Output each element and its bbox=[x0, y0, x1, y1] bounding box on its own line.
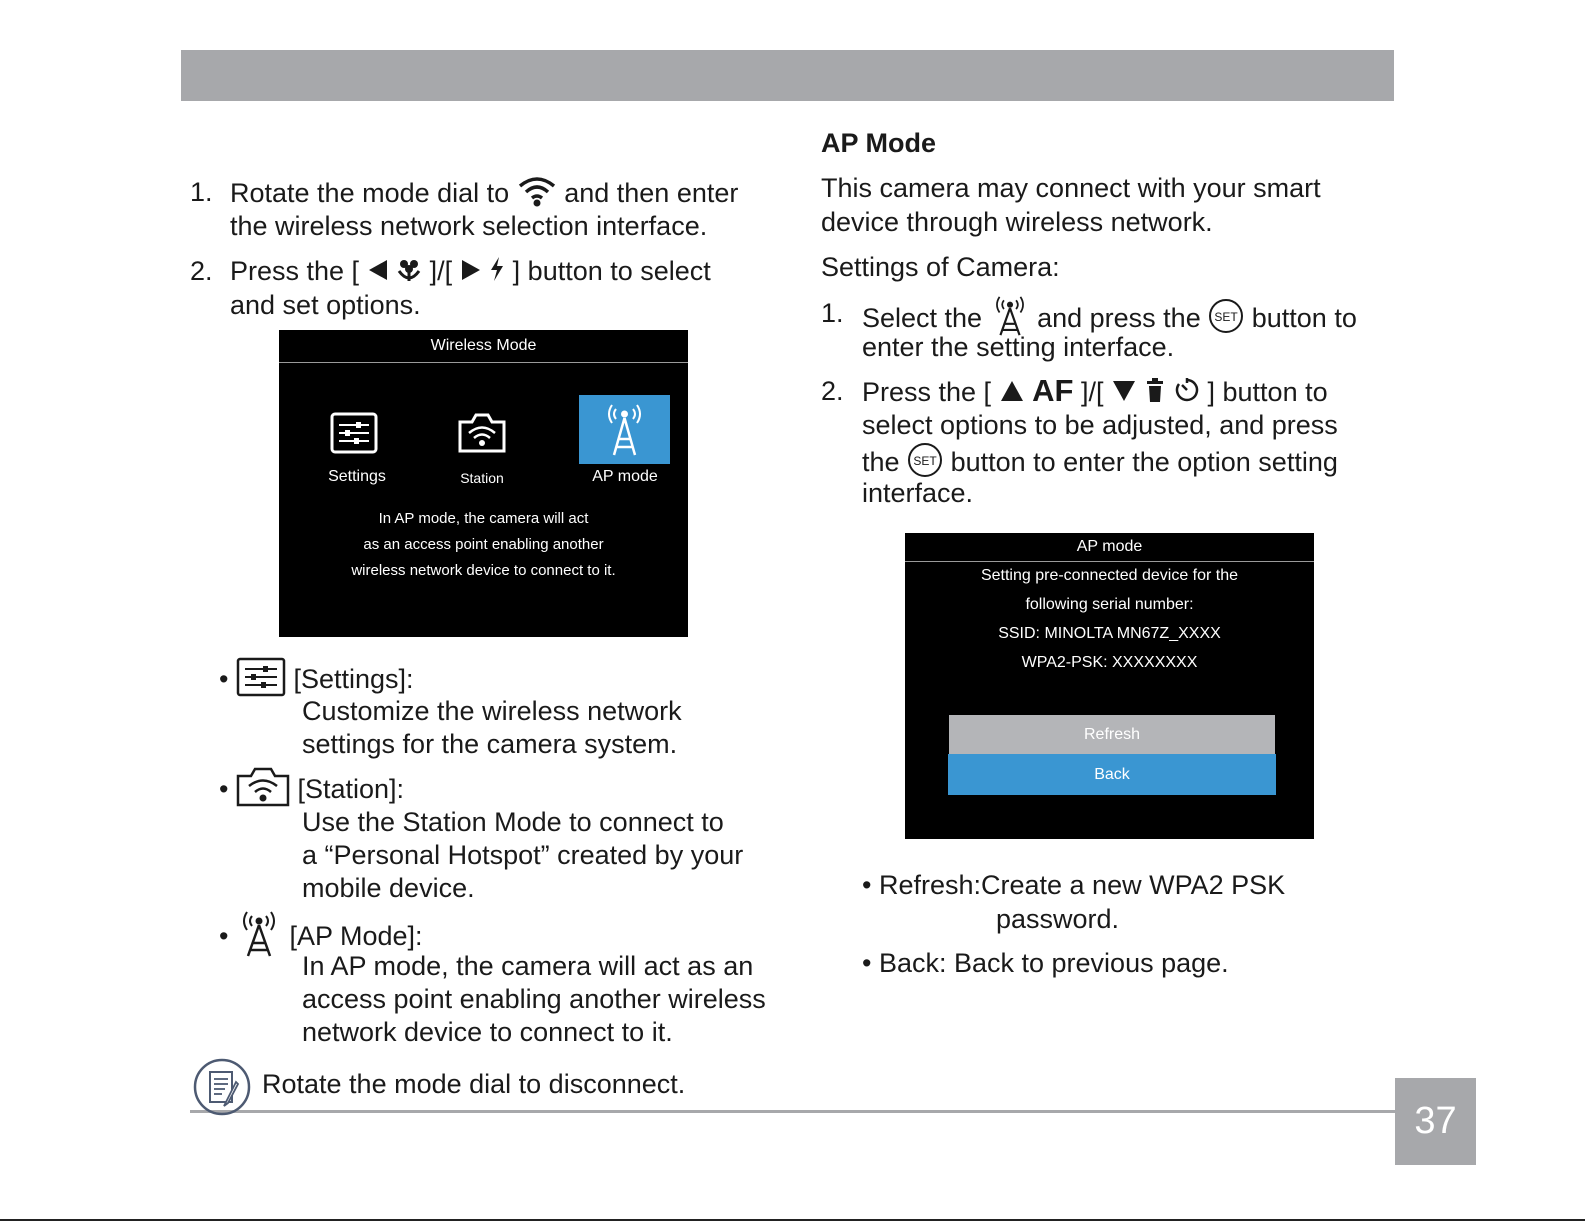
antenna-icon bbox=[236, 910, 282, 966]
bullet-ap-line2: access point enabling another wireless bbox=[302, 984, 766, 1014]
step-number: 1. bbox=[190, 177, 213, 207]
set-button-label: SET bbox=[1214, 310, 1238, 324]
bullet-station-line2: a “Personal Hotspot” created by your bbox=[302, 840, 744, 870]
right-step-2-line4: interface. bbox=[862, 478, 974, 508]
option-label-settings[interactable]: Settings bbox=[328, 468, 386, 485]
self-timer-icon bbox=[1174, 377, 1200, 411]
step-text: Press the [ bbox=[862, 377, 992, 407]
station-icon[interactable] bbox=[457, 412, 507, 459]
bullet-station-line3: mobile device. bbox=[302, 873, 475, 903]
bottom-rule bbox=[0, 1219, 1585, 1221]
set-button-icon bbox=[1208, 298, 1244, 342]
bullet-settings-line2: settings for the camera system. bbox=[302, 729, 678, 759]
step-text: ]/[ bbox=[429, 256, 453, 286]
station-icon bbox=[236, 767, 290, 815]
step-text: the bbox=[862, 447, 900, 478]
screen-description bbox=[279, 506, 688, 584]
right-step-2-text bbox=[862, 374, 1328, 411]
bullet-dot: • bbox=[219, 921, 229, 952]
bullet-refresh-line2: password. bbox=[996, 904, 1120, 934]
step-text: ]/[ bbox=[1080, 377, 1104, 407]
ssid-line: SSID: MINOLTA MN67Z_XXXX bbox=[998, 625, 1221, 642]
step-text: Rotate the mode dial to bbox=[230, 178, 510, 209]
screen-info bbox=[905, 561, 1314, 677]
down-arrow-icon bbox=[1111, 377, 1137, 411]
header-bar bbox=[181, 50, 1394, 101]
wireless-mode-screen bbox=[279, 330, 688, 637]
step-text: and then enter bbox=[564, 178, 739, 209]
af-label: AF bbox=[1032, 373, 1074, 408]
ap-mode-screen bbox=[905, 533, 1314, 839]
bullet-heading: [Settings]: bbox=[293, 664, 414, 695]
footer-rule bbox=[190, 1110, 1395, 1113]
bullet-heading: [Station]: bbox=[297, 774, 405, 805]
description-line: as an access point enabling another bbox=[363, 536, 604, 553]
note-icon bbox=[193, 1058, 251, 1121]
bullet-dot: • bbox=[219, 774, 229, 805]
info-line: Setting pre-connected device for the bbox=[980, 567, 1239, 584]
antenna-icon bbox=[579, 395, 670, 464]
step-text: button to bbox=[1251, 303, 1357, 334]
page-number: 37 bbox=[1395, 1078, 1476, 1165]
up-arrow-icon bbox=[999, 377, 1025, 411]
settings-icon[interactable] bbox=[330, 412, 378, 459]
left-arrow-icon bbox=[367, 256, 389, 290]
option-label-station[interactable]: Station bbox=[460, 470, 504, 486]
step-text: Press the [ bbox=[230, 256, 360, 286]
trash-icon bbox=[1144, 377, 1166, 411]
right-step-1-line2: enter the setting interface. bbox=[862, 332, 1175, 362]
step-text: ] button to bbox=[1207, 377, 1328, 407]
step-text: ] button to select bbox=[512, 256, 711, 286]
bullet-back: • Back: Back to previous page. bbox=[862, 948, 1229, 978]
step-1-text-line2: the wireless network selection interface. bbox=[230, 211, 708, 241]
psk-line: WPA2-PSK: XXXXXXXX bbox=[1021, 654, 1198, 671]
note-text: Rotate the mode dial to disconnect. bbox=[262, 1069, 686, 1099]
set-button-label: SET bbox=[913, 454, 937, 468]
bullet-ap-line1: In AP mode, the camera will act as an bbox=[302, 951, 754, 981]
macro-flower-icon bbox=[396, 256, 422, 290]
description-line: In AP mode, the camera will act bbox=[378, 510, 589, 527]
info-line: following serial number: bbox=[1025, 596, 1194, 613]
section-heading: AP Mode bbox=[821, 128, 937, 158]
step-2-text-line2: and set options. bbox=[230, 290, 421, 320]
screen-title: Wireless Mode bbox=[430, 337, 537, 354]
bullet-refresh: • Refresh:Create a new WPA2 PSK bbox=[862, 870, 1286, 900]
bullet-ap-line3: network device to connect to it. bbox=[302, 1017, 673, 1047]
step-number: 1. bbox=[821, 298, 844, 328]
ap-mode-tile-selected[interactable] bbox=[579, 395, 670, 464]
back-button[interactable]: Back bbox=[948, 754, 1276, 795]
bullet-dot: • bbox=[219, 664, 229, 695]
right-step-2-line2: select options to be adjusted, and press bbox=[862, 410, 1338, 440]
right-arrow-icon bbox=[460, 256, 482, 290]
step-2-text bbox=[230, 254, 711, 290]
step-text: button to enter the option setting bbox=[950, 447, 1338, 478]
step-text: Select the bbox=[862, 303, 983, 334]
bullet-heading: [AP Mode]: bbox=[289, 921, 423, 952]
settings-icon bbox=[236, 657, 286, 705]
settings-label: Settings of Camera: bbox=[821, 252, 1060, 282]
step-text: and press the bbox=[1037, 303, 1201, 334]
intro-line1: This camera may connect with your smart bbox=[821, 173, 1321, 203]
bullet-station-line1: Use the Station Mode to connect to bbox=[302, 807, 724, 837]
refresh-button[interactable]: Refresh bbox=[949, 715, 1275, 754]
step-number: 2. bbox=[821, 376, 844, 406]
option-label-ap-mode[interactable]: AP mode bbox=[592, 468, 658, 485]
screen-title: AP mode bbox=[1076, 538, 1143, 555]
screen-divider bbox=[279, 362, 688, 363]
flash-icon bbox=[489, 256, 505, 290]
intro-line2: device through wireless network. bbox=[821, 207, 1213, 237]
step-number: 2. bbox=[190, 256, 213, 286]
description-line: wireless network device to connect to it. bbox=[351, 562, 616, 579]
bullet-settings-line1: Customize the wireless network bbox=[302, 696, 682, 726]
